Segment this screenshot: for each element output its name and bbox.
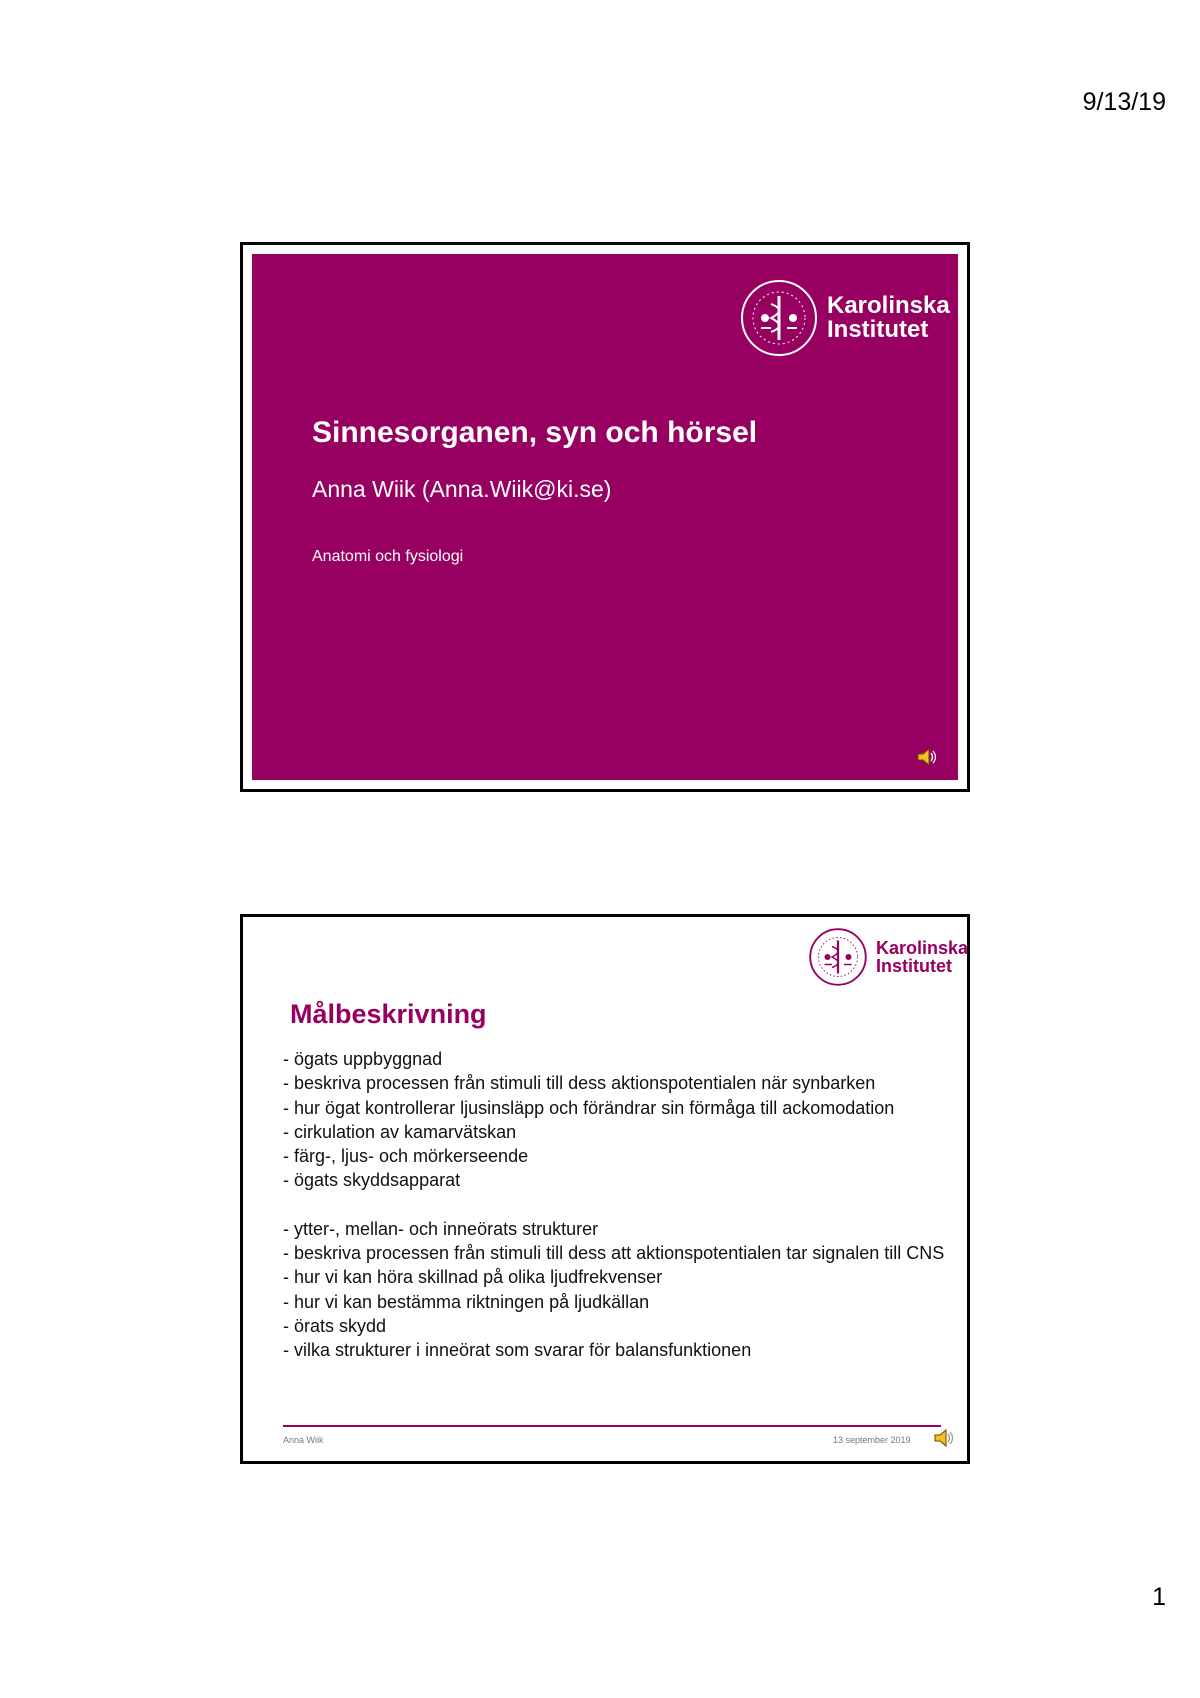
list-item: - hur vi kan bestämma riktningen på ljudkällan <box>283 1291 650 1312</box>
logo-line-1: Karolinska <box>876 938 969 958</box>
footer-divider <box>283 1425 941 1427</box>
footer-author: Anna Wiik <box>283 1435 324 1445</box>
eye-objectives <box>283 1047 953 1193</box>
list-item: - beskriva processen från stimuli till dess att aktionspotentialen tar signalen till CNS <box>283 1243 945 1264</box>
page-number: 1 <box>1152 1583 1166 1611</box>
title-slide-background <box>252 254 958 780</box>
list-item: - ögats skyddsapparat <box>283 1170 461 1191</box>
list-item: - örats skydd <box>283 1315 387 1336</box>
slide-course: Anatomi och fysiologi <box>312 548 464 565</box>
speaker-icon[interactable] <box>933 1427 955 1449</box>
list-item: - färg-, ljus- och mörkerseende <box>283 1146 529 1167</box>
slide-2 <box>240 914 970 1464</box>
list-item: - vilka strukturer i inneörat som svarar för balansfunktionen <box>283 1340 752 1361</box>
list-item: - hur ögat kontrollerar ljusinsläpp och förändrar sin förmåga till ackomodation <box>283 1097 895 1118</box>
slide-title: Sinnesorganen, syn och hörsel <box>312 416 758 449</box>
ki-logo <box>808 927 968 987</box>
slide-heading: Målbeskrivning <box>290 999 487 1029</box>
objectives-list <box>283 1047 953 1363</box>
list-item: - cirkulation av kamarvätskan <box>283 1121 517 1142</box>
logo-line-1: Karolinska <box>827 292 950 319</box>
list-item: - ytter-, mellan- och inneörats strukturer <box>283 1218 599 1239</box>
slide-1 <box>240 242 970 792</box>
footer-date: 13 september 2019 <box>833 1435 911 1445</box>
list-item: - beskriva processen från stimuli till dess aktionspotentialen när synbarken <box>283 1073 876 1094</box>
logo-line-2: Institutet <box>827 316 929 343</box>
ki-logo <box>739 278 950 358</box>
logo-line-2: Institutet <box>876 956 952 976</box>
list-item: - ögats uppbyggnad <box>283 1049 443 1069</box>
slide-author: Anna Wiik (Anna.Wiik@ki.se) <box>312 476 612 502</box>
speaker-icon[interactable] <box>916 746 938 768</box>
page-date: 9/13/19 <box>1082 88 1166 116</box>
ki-seal-icon <box>739 278 819 358</box>
ki-seal-icon <box>808 927 868 987</box>
ear-objectives <box>283 1217 953 1363</box>
list-item: - hur vi kan höra skillnad på olika ljudfrekvenser <box>283 1267 663 1288</box>
